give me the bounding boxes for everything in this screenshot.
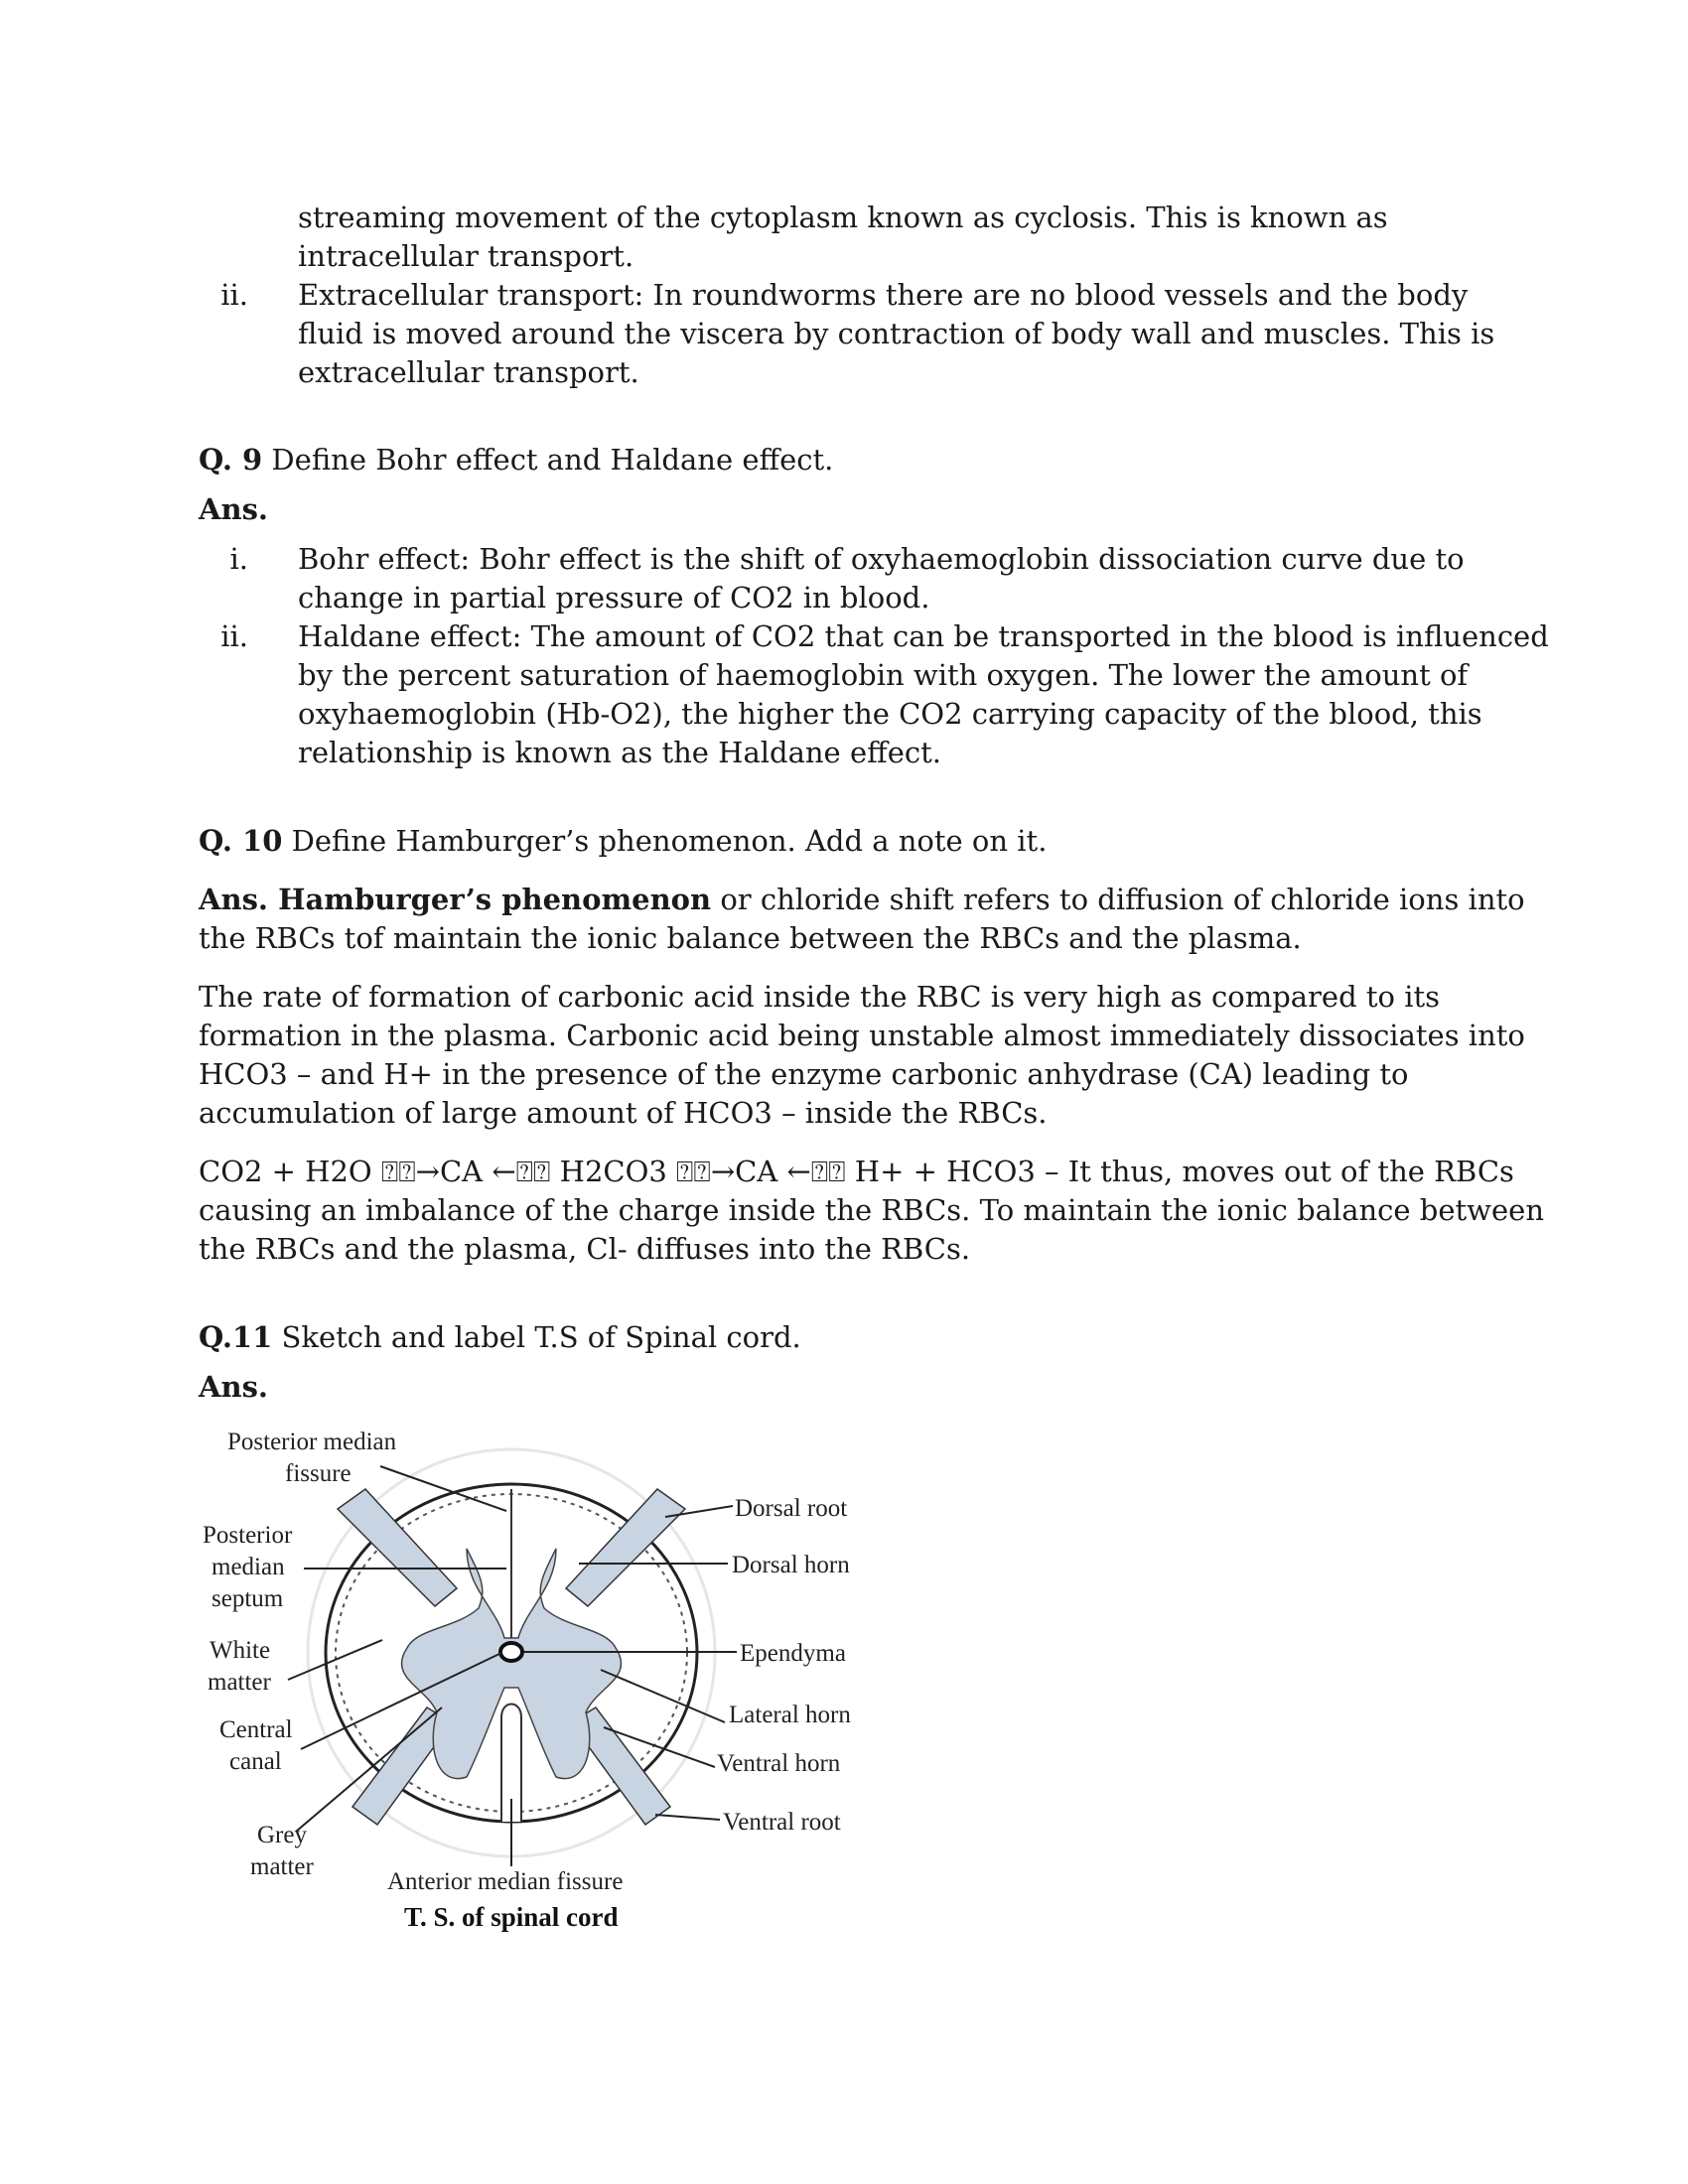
diagram-caption: T. S. of spinal cord (404, 1902, 619, 1932)
extracellular-line-2: fluid is moved around the viscera by contraction of body wall and muscles. This is (298, 317, 1495, 350)
q10-p2-line-2: formation in the plasma. Carbonic acid being unstable almost immediately dissociates into (199, 1019, 1525, 1052)
intro-line-1: streaming movement of the cytoplasm known as cyclosis. This is known as (298, 201, 1388, 234)
label-dorsal-root: Dorsal root (735, 1495, 848, 1522)
label-posterior-median-septum-1: Posterior (203, 1522, 293, 1549)
haldane-line-3: oxyhaemoglobin (Hb-O2), the higher the CO2 carrying capacity of the blood, this (298, 697, 1482, 731)
q10-p2-line-4: accumulation of large amount of HCO3 – inside the RBCs. (199, 1096, 1048, 1130)
label-ventral-root: Ventral root (723, 1809, 841, 1836)
list-number: i. (229, 542, 248, 576)
haldane-line-2: by the percent saturation of haemoglobin with oxygen. The lower the amount of (298, 658, 1469, 692)
label-ventral-horn: Ventral horn (717, 1750, 841, 1777)
haldane-line-1: Haldane effect: The amount of CO2 that can be transported in the blood is influenced (298, 619, 1549, 653)
label-lateral-horn: Lateral horn (729, 1702, 851, 1728)
q11-label: Q.11 (199, 1320, 273, 1354)
q9-ans: Ans. (199, 492, 269, 526)
q10-label: Q. 10 (199, 824, 283, 858)
q10-p2-line-3: HCO3 – and H+ in the presence of the enzyme carbonic anhydrase (CA) leading to (199, 1057, 1409, 1091)
label-posterior-median-septum-3: septum (211, 1585, 284, 1612)
extracellular-line-3: extracellular transport. (298, 355, 639, 389)
q9-label: Q. 9 (199, 443, 263, 477)
label-grey-matter-1: Grey (257, 1822, 307, 1848)
q10-answer-line-2: the RBCs tof maintain the ionic balance between the RBCs and the plasma. (199, 921, 1302, 955)
q10-text: Define Hamburger’s phenomenon. Add a note on it. (282, 824, 1048, 858)
q9-text: Define Bohr effect and Haldane effect. (262, 443, 834, 477)
central-canal (500, 1643, 522, 1661)
intro-line-2: intracellular transport. (298, 239, 634, 273)
list-number: ii. (220, 619, 248, 653)
q10-p3-line-3: the RBCs and the plasma, Cl- diffuses into the RBCs. (199, 1232, 971, 1266)
bohr-line-2: change in partial pressure of CO2 in blood. (298, 581, 930, 614)
haldane-line-4: relationship is known as the Haldane effect. (298, 736, 941, 769)
label-white-matter-2: matter (208, 1669, 271, 1696)
label-grey-matter-2: matter (250, 1853, 314, 1880)
q10-p3-line-2: causing an imbalance of the charge inside the RBCs. To maintain the ionic balance between (199, 1193, 1544, 1227)
q10-ans-text: or chloride shift refers to diffusion of chloride ions into (711, 883, 1525, 916)
label-ependyma: Ependyma (740, 1640, 846, 1667)
label-anterior-median-fissure: Anterior median fissure (387, 1868, 624, 1895)
list-number: ii. (220, 278, 248, 312)
label-posterior-median-fissure-2: fissure (285, 1460, 352, 1487)
q10-ans-bold: Ans. Hamburger’s phenomenon (199, 883, 712, 916)
label-dorsal-horn: Dorsal horn (732, 1552, 850, 1578)
label-central-canal-2: canal (229, 1748, 282, 1775)
bohr-line-1: Bohr effect: Bohr effect is the shift of oxyhaemoglobin dissociation curve due to (298, 542, 1465, 576)
q11-text: Sketch and label T.S of Spinal cord. (272, 1320, 801, 1354)
label-white-matter-1: White (210, 1637, 271, 1664)
leader-ventral-root (655, 1815, 720, 1820)
q11-ans: Ans. (199, 1370, 269, 1404)
q10-p2-line-1: The rate of formation of carbonic acid inside the RBC is very high as compared to its (199, 980, 1441, 1014)
label-central-canal-1: Central (219, 1716, 293, 1743)
label-posterior-median-fissure-1: Posterior median (227, 1429, 397, 1455)
q10-p3-line-1: CO2 + H2O ⍰⍰→CA ←⍰⍰ H2CO3 ⍰⍰→CA ←⍰⍰ H+ + HCO3 – It thus, moves out of the RBCs (199, 1155, 1514, 1188)
label-posterior-median-septum-2: median (211, 1554, 285, 1580)
extracellular-line-1: Extracellular transport: In roundworms there are no blood vessels and the body (298, 278, 1469, 312)
